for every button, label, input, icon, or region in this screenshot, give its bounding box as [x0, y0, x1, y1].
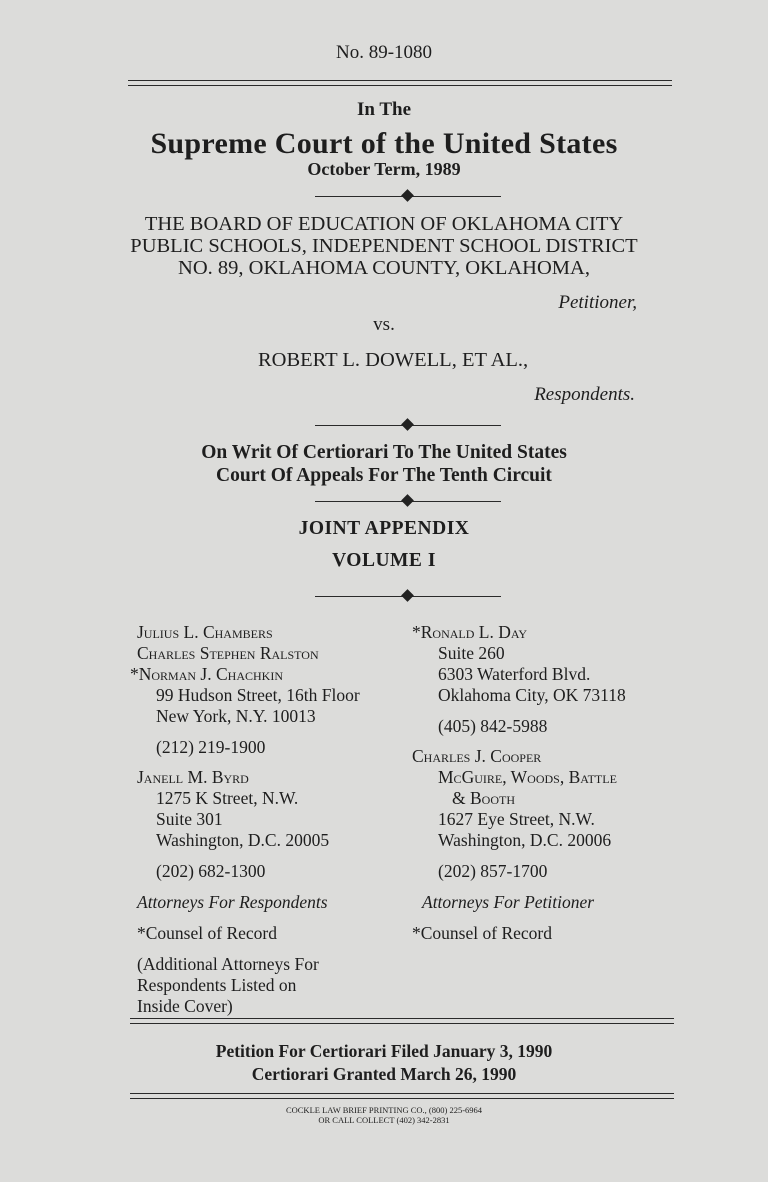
printer-line: OR CALL COLLECT (402) 342-2831 — [318, 1115, 450, 1125]
attorney-role: Attorneys For Respondents — [137, 892, 328, 912]
address-line: 6303 Waterford Blvd. — [438, 664, 591, 684]
petitioner-line: PUBLIC SCHOOLS, INDEPENDENT SCHOOL DISTRICT — [130, 235, 638, 257]
appendix-title: JOINT APPENDIX — [298, 518, 470, 539]
printer-line: COCKLE LAW BRIEF PRINTING CO., (800) 225-6964 — [285, 1105, 483, 1115]
address-line: Washington, D.C. 20006 — [438, 830, 612, 850]
law-firm: McGuire, Woods, Battle — [438, 767, 617, 787]
attorney-name: Janell M. Byrd — [137, 767, 249, 787]
petitioner-line: NO. 89, OKLAHOMA COUNTY, OKLAHOMA, — [178, 257, 590, 279]
petitioner-line: THE BOARD OF EDUCATION OF OKLAHOMA CITY — [144, 213, 624, 235]
volume-label: VOLUME I — [332, 550, 436, 571]
address-line: Oklahoma City, OK 73118 — [438, 685, 626, 705]
top-rule-1 — [128, 80, 672, 81]
docket-number: No. 89-1080 — [335, 42, 433, 63]
diamond-icon — [401, 418, 414, 431]
date-line: Petition For Certiorari Filed January 3, 1990 — [215, 1041, 553, 1061]
petitioner-attorneys — [412, 622, 626, 944]
additional-note: (Additional Attorneys For — [137, 954, 319, 974]
petitioner-role: Petitioner, — [558, 292, 637, 313]
address-line: Washington, D.C. 20005 — [156, 830, 330, 850]
in-the: In The — [356, 99, 412, 120]
court-name: Supreme Court of the United States — [150, 127, 618, 160]
bottom-rule-1 — [130, 1018, 674, 1019]
address-line: 1275 K Street, N.W. — [156, 788, 299, 808]
diamond-divider — [315, 418, 501, 432]
additional-note: Inside Cover) — [137, 996, 233, 1016]
respondent-name: ROBERT L. DOWELL, ET AL., — [258, 349, 529, 371]
respondent-role: Respondents. — [534, 384, 635, 405]
writ-block — [0, 441, 768, 487]
counsel-of-record: *Counsel of Record — [412, 923, 552, 943]
filing-dates — [0, 1040, 768, 1086]
attorney-name: Charles J. Cooper — [412, 746, 542, 766]
diamond-icon — [401, 189, 414, 202]
diamond-divider — [315, 189, 501, 203]
additional-note: Respondents Listed on — [137, 975, 297, 995]
writ-line: Court Of Appeals For The Tenth Circuit — [216, 465, 552, 486]
attorney-name: Charles Stephen Ralston — [137, 643, 319, 663]
diamond-icon — [401, 589, 414, 602]
writ-line: On Writ Of Certiorari To The United States — [201, 442, 567, 463]
diamond-divider — [315, 494, 501, 508]
address-line: Suite 301 — [156, 809, 223, 829]
address-line: 99 Hudson Street, 16th Floor — [156, 685, 360, 705]
date-line: Certiorari Granted March 26, 1990 — [251, 1064, 517, 1084]
law-firm: & Booth — [452, 788, 515, 808]
phone: (405) 842-5988 — [438, 716, 548, 736]
phone: (202) 682-1300 — [156, 861, 266, 881]
address-line: 1627 Eye Street, N.W. — [438, 809, 595, 829]
counsel-of-record: *Counsel of Record — [137, 923, 277, 943]
attorney-role: Attorneys For Petitioner — [422, 892, 595, 912]
printer-info — [0, 1105, 768, 1125]
attorney-name: *Norman J. Chachkin — [130, 664, 283, 684]
respondent-attorneys — [130, 622, 360, 1017]
bottom-rule-3 — [130, 1093, 674, 1094]
address-line: Suite 260 — [438, 643, 505, 663]
attorney-name: Julius L. Chambers — [137, 622, 273, 642]
phone: (202) 857-1700 — [438, 861, 548, 881]
bottom-rule-4 — [130, 1098, 674, 1099]
petitioner-block — [0, 213, 768, 279]
versus: vs. — [373, 314, 395, 335]
diamond-icon — [401, 494, 414, 507]
phone: (212) 219-1900 — [156, 737, 266, 757]
attorney-name: *Ronald L. Day — [412, 622, 528, 642]
bottom-rule-2 — [130, 1023, 674, 1024]
address-line: New York, N.Y. 10013 — [156, 706, 316, 726]
diamond-divider — [315, 589, 501, 603]
top-rule-2 — [128, 85, 672, 86]
court-term: October Term, 1989 — [307, 159, 461, 179]
